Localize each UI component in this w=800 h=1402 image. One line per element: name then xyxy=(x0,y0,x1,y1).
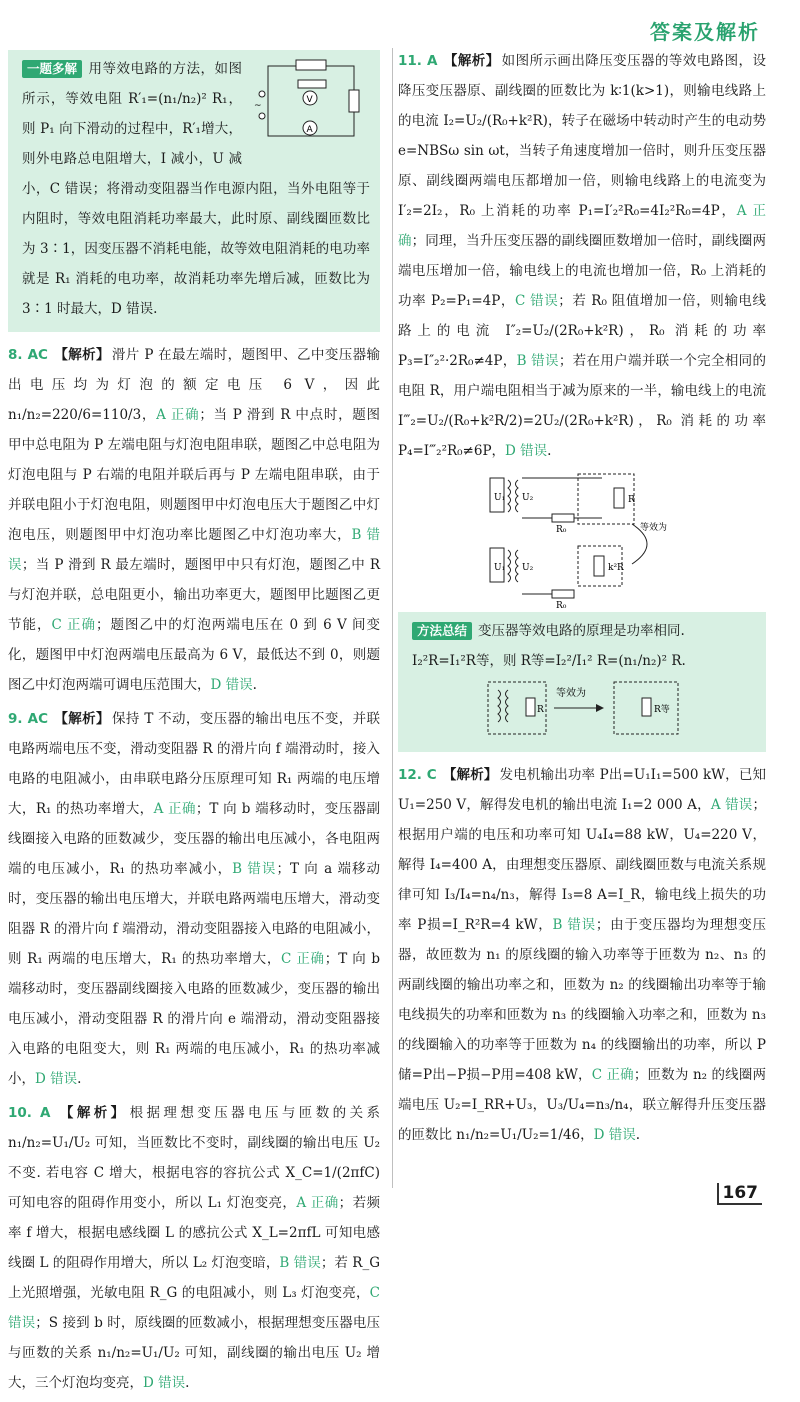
fig-label-r: R xyxy=(628,495,635,505)
method-summary-tag: 方法总结 xyxy=(412,622,472,640)
page-number: 167 xyxy=(717,1183,763,1205)
fig-label-u2: U₂ xyxy=(522,493,534,503)
answer-8-text: . xyxy=(252,677,257,693)
answer-12-label: 【解析】 xyxy=(442,767,498,783)
answer-9-text: ；T 向 a 端移动时，变压器的输出电压增大，并联电路两端电压增大，滑动变阻器 R 的滑片向 f 端滑动，滑动变阻器接入电路的电阻减小，则 R₁ 两端的电压增大，R₁ 的热功率增大， xyxy=(8,861,380,967)
answer-11-text: . xyxy=(547,443,552,459)
summary-label-equivalent: 等效为 xyxy=(556,688,586,699)
answer-12-mark-c: C 正确 xyxy=(591,1067,634,1083)
page-header-title: 答案及解析 xyxy=(650,20,760,44)
answer-9-mark-d: D 错误 xyxy=(35,1071,78,1087)
answer-10-text: ；若频率 f 增大，根据电感线圈 L 的感抗公式 X_L=2πfL 可知电感线圈 L 的阻碍作用增大，所以 L₂ 灯泡变暗， xyxy=(8,1195,381,1271)
svg-text:A: A xyxy=(306,125,313,135)
answer-9-mark-c: C 正确 xyxy=(281,951,325,967)
answer-11-number: 11. A xyxy=(398,53,438,69)
fig-label-equivalent: 等效为 xyxy=(640,523,668,533)
answer-9-text: 保持 T 不动，变压器的输出电压不变，并联电路两端电压不变，滑动变阻器 R 的滑片向 f 端滑动时，接入电路的电阻减小，由串联电路分压原理可知 R₁ 两端的电压增大，R₁ 的热功率增大， xyxy=(8,711,381,817)
answer-8-text: ；当 P 滑到 R 最左端时，题图甲中只有灯泡，题图乙中 R 与灯泡并联，总电阻更小，输出功率更大，题图甲比题图乙更节能， xyxy=(8,557,381,633)
answer-10-mark-d: D 错误 xyxy=(143,1375,186,1391)
answer-8 xyxy=(8,340,380,700)
answer-11-mark-b: B 错误 xyxy=(516,353,559,369)
answer-10-text: 根据理想变压器电压与匝数的关系 n₁/n₂=U₁/U₂ 可知，当匝数比不变时，副线圈的输出电压 U₂ 不变. 若电容 C 增大，根据电容的容抗公式 X_C=1/(2πfC) 可知电容的阻碍作用变小，所以 L₁ 灯泡变亮， xyxy=(8,1105,380,1211)
answer-10-mark-b: B 错误 xyxy=(279,1255,321,1271)
answer-9-number: 9. AC xyxy=(8,711,48,727)
answer-8-text: 滑片 P 在最左端时，题图甲、乙中变压器输出电压均为灯泡的额定电压 6 V，因此 n₁/n₂=220/6=110/3， xyxy=(8,347,380,423)
answer-10-text: . xyxy=(185,1375,190,1391)
answer-9 xyxy=(8,704,380,1094)
answer-9-text: . xyxy=(77,1071,82,1087)
answer-8-mark-c: C 正确 xyxy=(51,617,97,633)
answer-11 xyxy=(398,46,766,466)
answer-10-mark-a: A 正确 xyxy=(296,1195,339,1211)
answer-11-text: ；若 R₀ 阻值增加一倍，则输电线路上的电流 I″₂=U₂/(2R₀+k²R)，R₀ 消耗的功率 P₃=I″₂²·2R₀≠4P， xyxy=(398,293,766,369)
left-column xyxy=(8,50,380,1402)
answer-11-mark-c: C 错误 xyxy=(514,293,559,309)
answer-11-text: ；同理，当升压变压器的副线圈匝数增加一倍时，副线圈两端电压增加一倍，输电线上的电流也增加一倍，R₀ 上消耗的功率 P₂=P₁=4P， xyxy=(398,233,767,309)
answer-9-label: 【解析】 xyxy=(53,711,110,727)
summary-label-r: R xyxy=(537,705,544,715)
alt-solution-tag: 一题多解 xyxy=(22,60,82,78)
answer-11-label: 【解析】 xyxy=(443,53,500,69)
answer-9-text: ；T 向 b 端移动时，变压器副线圈接入电路的匝数减少，变压器的输出电压减小，滑动变阻器 R 的滑片向 e 端滑动，滑动变阻器接入电路的电阻变大，则 R₁ 两端的电压减小，R₁ 的热功率减小， xyxy=(8,951,381,1087)
answer-10 xyxy=(8,1098,380,1398)
answer-8-mark-b: B 错误 xyxy=(8,527,381,573)
fig-label-r0: R₀ xyxy=(556,525,567,535)
answer-9-mark-a: A 正确 xyxy=(153,801,196,817)
alt-solution-text: 用等效电路的方法，如图所示，等效电阻 R′₁=(n₁/n₂)² R₁，则 P₁ 向下滑动的过程中，R′₁增大，则外电路总电阻增大，I 减小，U 减小，C 错误；将滑动变阻器当作电源内阻，当外电阻等于内阻时，等效电阻消耗功率最大，此时原、副线圈匝数比为 3∶1，因变压器不消耗电能，故等效电阻消耗的电功率就是 R₁ 消耗的电功率，故消耗功率先增后减，匝数比为 3∶1 时最大，D 错误. xyxy=(22,61,370,317)
method-summary-text: 变压器等效电路的原理是功率相同. xyxy=(478,623,685,639)
method-summary-formula: I₂²R=I₁²R等，则 R等=I₂²/I₁² R=(n₁/n₂)² R. xyxy=(412,653,686,669)
answer-8-number: 8. AC xyxy=(8,347,48,363)
svg-text:V: V xyxy=(306,95,313,105)
answer-10-text: ；若 R_G 上光照增强，光敏电阻 R_G 的电阻减小，则 L₃ 灯泡变亮， xyxy=(8,1255,380,1301)
fig-label-k2r: k²R xyxy=(608,563,624,573)
answer-12-text: ；根据用户端的电压和功率可知 U₄I₄=88 kW，U₄=220 V，解得 I₄=400 A，由理想变压器原、副线圈匝数与电流关系规律可知 I₃/I₄=n₄/n₃，解得 I₃=8 A=I_R，输电线上损失的功率 P损=I_R²R=4 kW， xyxy=(398,797,766,933)
answer-10-mark-c: C 错误 xyxy=(8,1285,380,1331)
answer-10-label: 【解析】 xyxy=(56,1105,128,1121)
fig-label-u2: U₂ xyxy=(522,563,534,573)
answer-12-text: . xyxy=(635,1127,641,1143)
transformer-equivalent-figure xyxy=(482,470,682,610)
method-summary-box xyxy=(398,612,766,752)
answer-10-text: ；S 接到 b 时，原线圈的匝数减小，根据理想变压器电压与匝数的关系 n₁/n₂=U₁/U₂ 可知，副线圈的输出电压 U₂ 增大，三个灯泡均变亮， xyxy=(8,1315,381,1391)
answer-12-text: ；匝数为 n₂ 的线圈两端电压 U₂=I_RR+U₃，U₃/U₄=n₃/n₄，联立解得升压变压器的匝数比 n₁/n₂=U₁/U₂=1/46， xyxy=(398,1067,766,1143)
answer-8-mark-a: A 正确 xyxy=(156,407,200,423)
answer-8-label: 【解析】 xyxy=(53,347,110,363)
answer-12-number: 12. C xyxy=(398,767,437,783)
answer-8-mark-d: D 错误 xyxy=(210,677,253,693)
answer-11-mark-d: D 错误 xyxy=(505,443,548,459)
right-column xyxy=(398,46,766,1154)
equivalent-circuit-figure xyxy=(250,56,370,146)
summary-label-req: R等 xyxy=(654,705,670,715)
answer-11-text: 如图所示画出降压变压器的等效电路图，设降压变压器原、副线圈的匝数比为 k∶1(k>1)，则输电线路上的电流 I₂=U₂/(R₀+k²R)，转子在磁场中转动时产生的电动势 e=NBSω sin ωt，当转子角速度增加一倍时，则升压变压器原、副线圈两端电压都增加一倍，则输电线路上的电流变为 I′₂=2I₂，R₀ 上消耗的功率 P₁=I′₂²R₀=4I₂²R₀=4P， xyxy=(398,53,766,219)
fig-label-u1: U₁ xyxy=(494,493,506,503)
column-divider xyxy=(392,48,393,1188)
answer-10-number: 10. A xyxy=(8,1105,51,1121)
fig-label-r0: R₀ xyxy=(556,601,567,610)
answer-8-text: ；当 P 滑到 R 中点时，题图甲中总电阻为 P 左端电阻与灯泡电阻串联，题图乙中总电阻为灯泡电阻与 P 右端的电阻并联后再与 P 左端电阻串联，由于并联电阻小于灯泡电阻，则题图甲中灯泡电压大于题图乙中灯泡电压，则题图甲中灯泡功率比题图乙中灯泡功率大， xyxy=(8,407,380,543)
answer-9-mark-b: B 错误 xyxy=(232,861,277,877)
answer-12-mark-b: B 错误 xyxy=(552,917,596,933)
fig-label-u1: U₁ xyxy=(494,563,506,573)
answer-12 xyxy=(398,760,766,1150)
answer-9-text: ；T 向 b 端移动时，变压器副线圈接入电路的匝数减少，变压器的输出电压减小，各电阻两端的电压减小，R₁ 的热功率减小， xyxy=(8,801,380,877)
answer-11-text: ；若在用户端并联一个完全相同的电阻 R，用户端电阻相当于减为原来的一半，输电线上的电流 I‴₂=U₂/(R₀+k²R/2)=2U₂/(2R₀+k²R)，R₀ 消耗的功率 P₄=I‴₂²R₀≠6P， xyxy=(398,353,767,459)
answer-11-mark-a: A 正确 xyxy=(398,203,766,249)
answer-12-text: ；由于变压器均为理想变压器，故匝数为 n₁ 的原线圈的输入功率等于匝数为 n₂、n₃ 的两副线圈的输出功率之和，匝数为 n₂ 的线圈输出功率等于输电线损失的功率和匝数为 n₃ 的线圈输入功率之和，匝数为 n₃ 的线圈输入的功率等于匝数为 n₄ 的线圈输出的功率，所以 P储=P出−P损−P用=408 kW， xyxy=(398,917,767,1083)
alt-solution-box xyxy=(8,50,380,332)
answer-8-text: ；题图乙中的灯泡两端电压在 0 到 6 V 间变化，题图甲中灯泡两端电压最高为 6 V，最低达不到 0，则题图乙中灯泡两端可调电压范围大， xyxy=(8,617,381,693)
summary-equivalent-figure xyxy=(484,678,684,742)
answer-12-mark-a: A 错误 xyxy=(710,797,753,813)
answer-12-text: 发电机输出功率 P出=U₁I₁=500 kW，已知 U₁=250 V，解得发电机的输出电流 I₁=2 000 A， xyxy=(398,767,766,813)
answer-12-mark-d: D 错误 xyxy=(593,1127,636,1143)
svg-text:~: ~ xyxy=(254,101,262,111)
